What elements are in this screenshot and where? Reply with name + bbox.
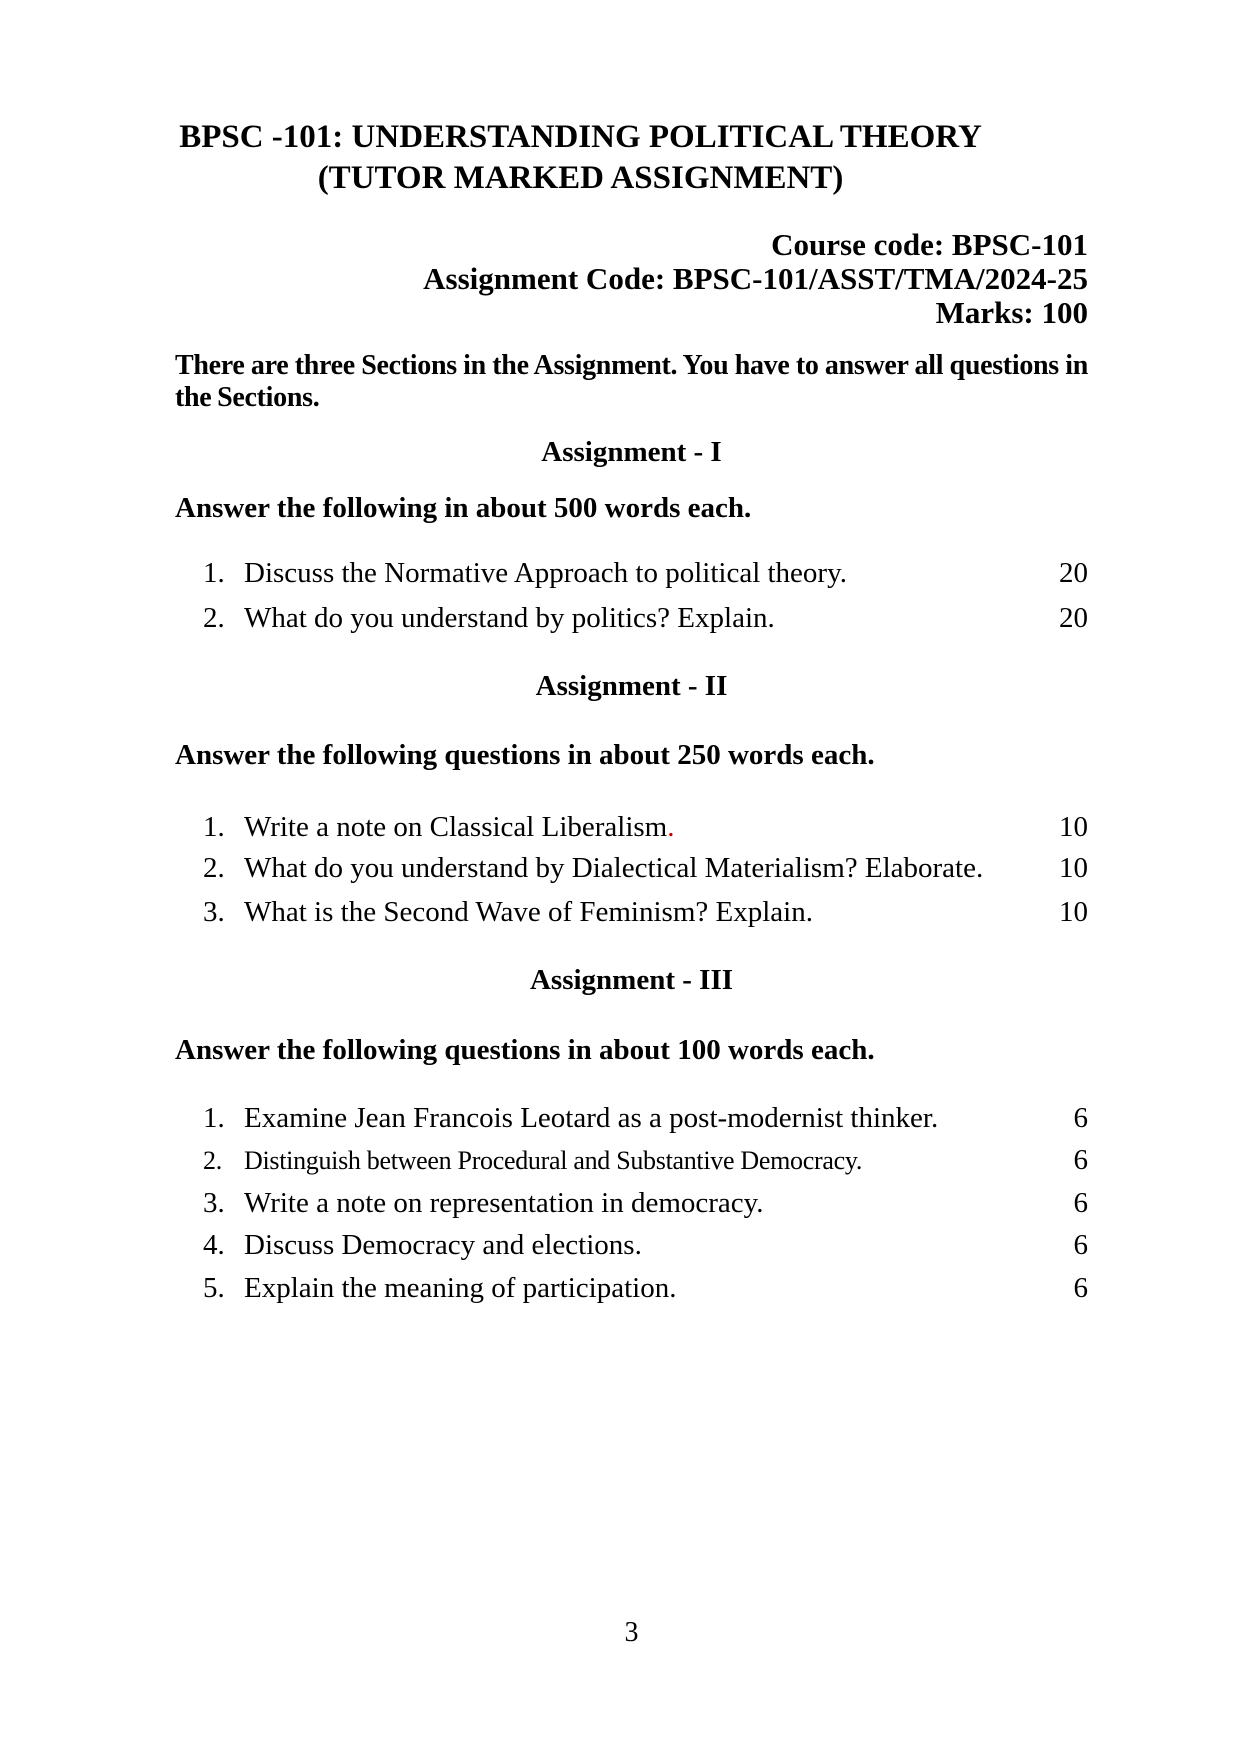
question-row	[175, 1186, 1088, 1220]
question-number: 2.	[203, 852, 225, 884]
section-instruction-assignment-3: Answer the following questions in about 100 words each.	[175, 1034, 875, 1066]
question-marks: 6	[1073, 1272, 1088, 1304]
assignment-code-line: Assignment Code: BPSC-101/ASST/TMA/2024-25	[423, 261, 1088, 296]
question-row	[175, 851, 1088, 885]
question-marks: 6	[1073, 1229, 1088, 1261]
question-text: Discuss the Normative Approach to political theory.	[244, 557, 847, 589]
question-row	[175, 1228, 1088, 1262]
question-row	[175, 601, 1088, 635]
question-marks: 10	[1059, 852, 1088, 884]
question-text: Examine Jean Francois Leotard as a post-modernist thinker.	[244, 1102, 939, 1134]
question-row	[175, 1143, 1088, 1178]
question-marks: 6	[1073, 1144, 1088, 1176]
question-marks: 6	[1073, 1102, 1088, 1134]
intro-note: There are three Sections in the Assignment. You have to answer all questions in the Sections.	[175, 350, 1088, 413]
question-marks: 10	[1059, 811, 1088, 843]
question-text: What do you understand by politics? Explain.	[244, 602, 775, 634]
question-text: Explain the meaning of participation.	[244, 1272, 677, 1304]
section-heading-assignment-1: Assignment - I	[541, 436, 722, 468]
question-text: Write a note on Classical Liberalism	[244, 811, 668, 843]
question-number: 2.	[203, 602, 225, 634]
question-row	[175, 1101, 1088, 1135]
page-number: 3	[624, 1617, 639, 1648]
section-heading-assignment-3: Assignment - III	[529, 964, 734, 996]
course-title: BPSC -101: UNDERSTANDING POLITICAL THEORY	[179, 119, 982, 155]
question-number: 3.	[203, 1187, 225, 1219]
question-marks: 10	[1059, 896, 1088, 928]
question-number: 1.	[203, 557, 225, 589]
course-code-line: Course code: BPSC-101	[771, 227, 1088, 262]
question-row	[175, 1271, 1088, 1305]
question-marks: 20	[1059, 602, 1088, 634]
assignment-meta-block	[175, 228, 1088, 330]
question-number: 2.	[203, 1146, 222, 1175]
question-text: What do you understand by Dialectical Materialism? Elaborate.	[244, 852, 984, 884]
section-instruction-assignment-2: Answer the following questions in about 250 words each.	[175, 739, 875, 771]
question-number: 1.	[203, 1102, 225, 1134]
question-marks: 20	[1059, 557, 1088, 589]
assignment-type-title: (TUTOR MARKED ASSIGNMENT)	[317, 160, 844, 196]
question-number: 1.	[203, 811, 225, 843]
section-heading-assignment-2: Assignment - II	[535, 670, 728, 702]
question-text: What is the Second Wave of Feminism? Explain.	[244, 896, 813, 928]
question-row	[175, 895, 1088, 929]
question-text: Discuss Democracy and elections.	[244, 1229, 642, 1261]
question-row	[175, 810, 1088, 844]
question-number: 4.	[203, 1229, 225, 1261]
question-number: 5.	[203, 1272, 225, 1304]
question-text: Distinguish between Procedural and Substantive Democracy.	[244, 1146, 863, 1175]
document-title-block	[175, 117, 986, 199]
question-marks: 6	[1073, 1187, 1088, 1219]
red-period: .	[667, 811, 675, 843]
total-marks-line: Marks: 100	[935, 295, 1088, 330]
question-row	[175, 556, 1088, 590]
section-instruction-assignment-1: Answer the following in about 500 words each.	[175, 492, 752, 524]
question-text: Write a note on representation in democracy.	[244, 1187, 764, 1219]
question-number: 3.	[203, 896, 225, 928]
